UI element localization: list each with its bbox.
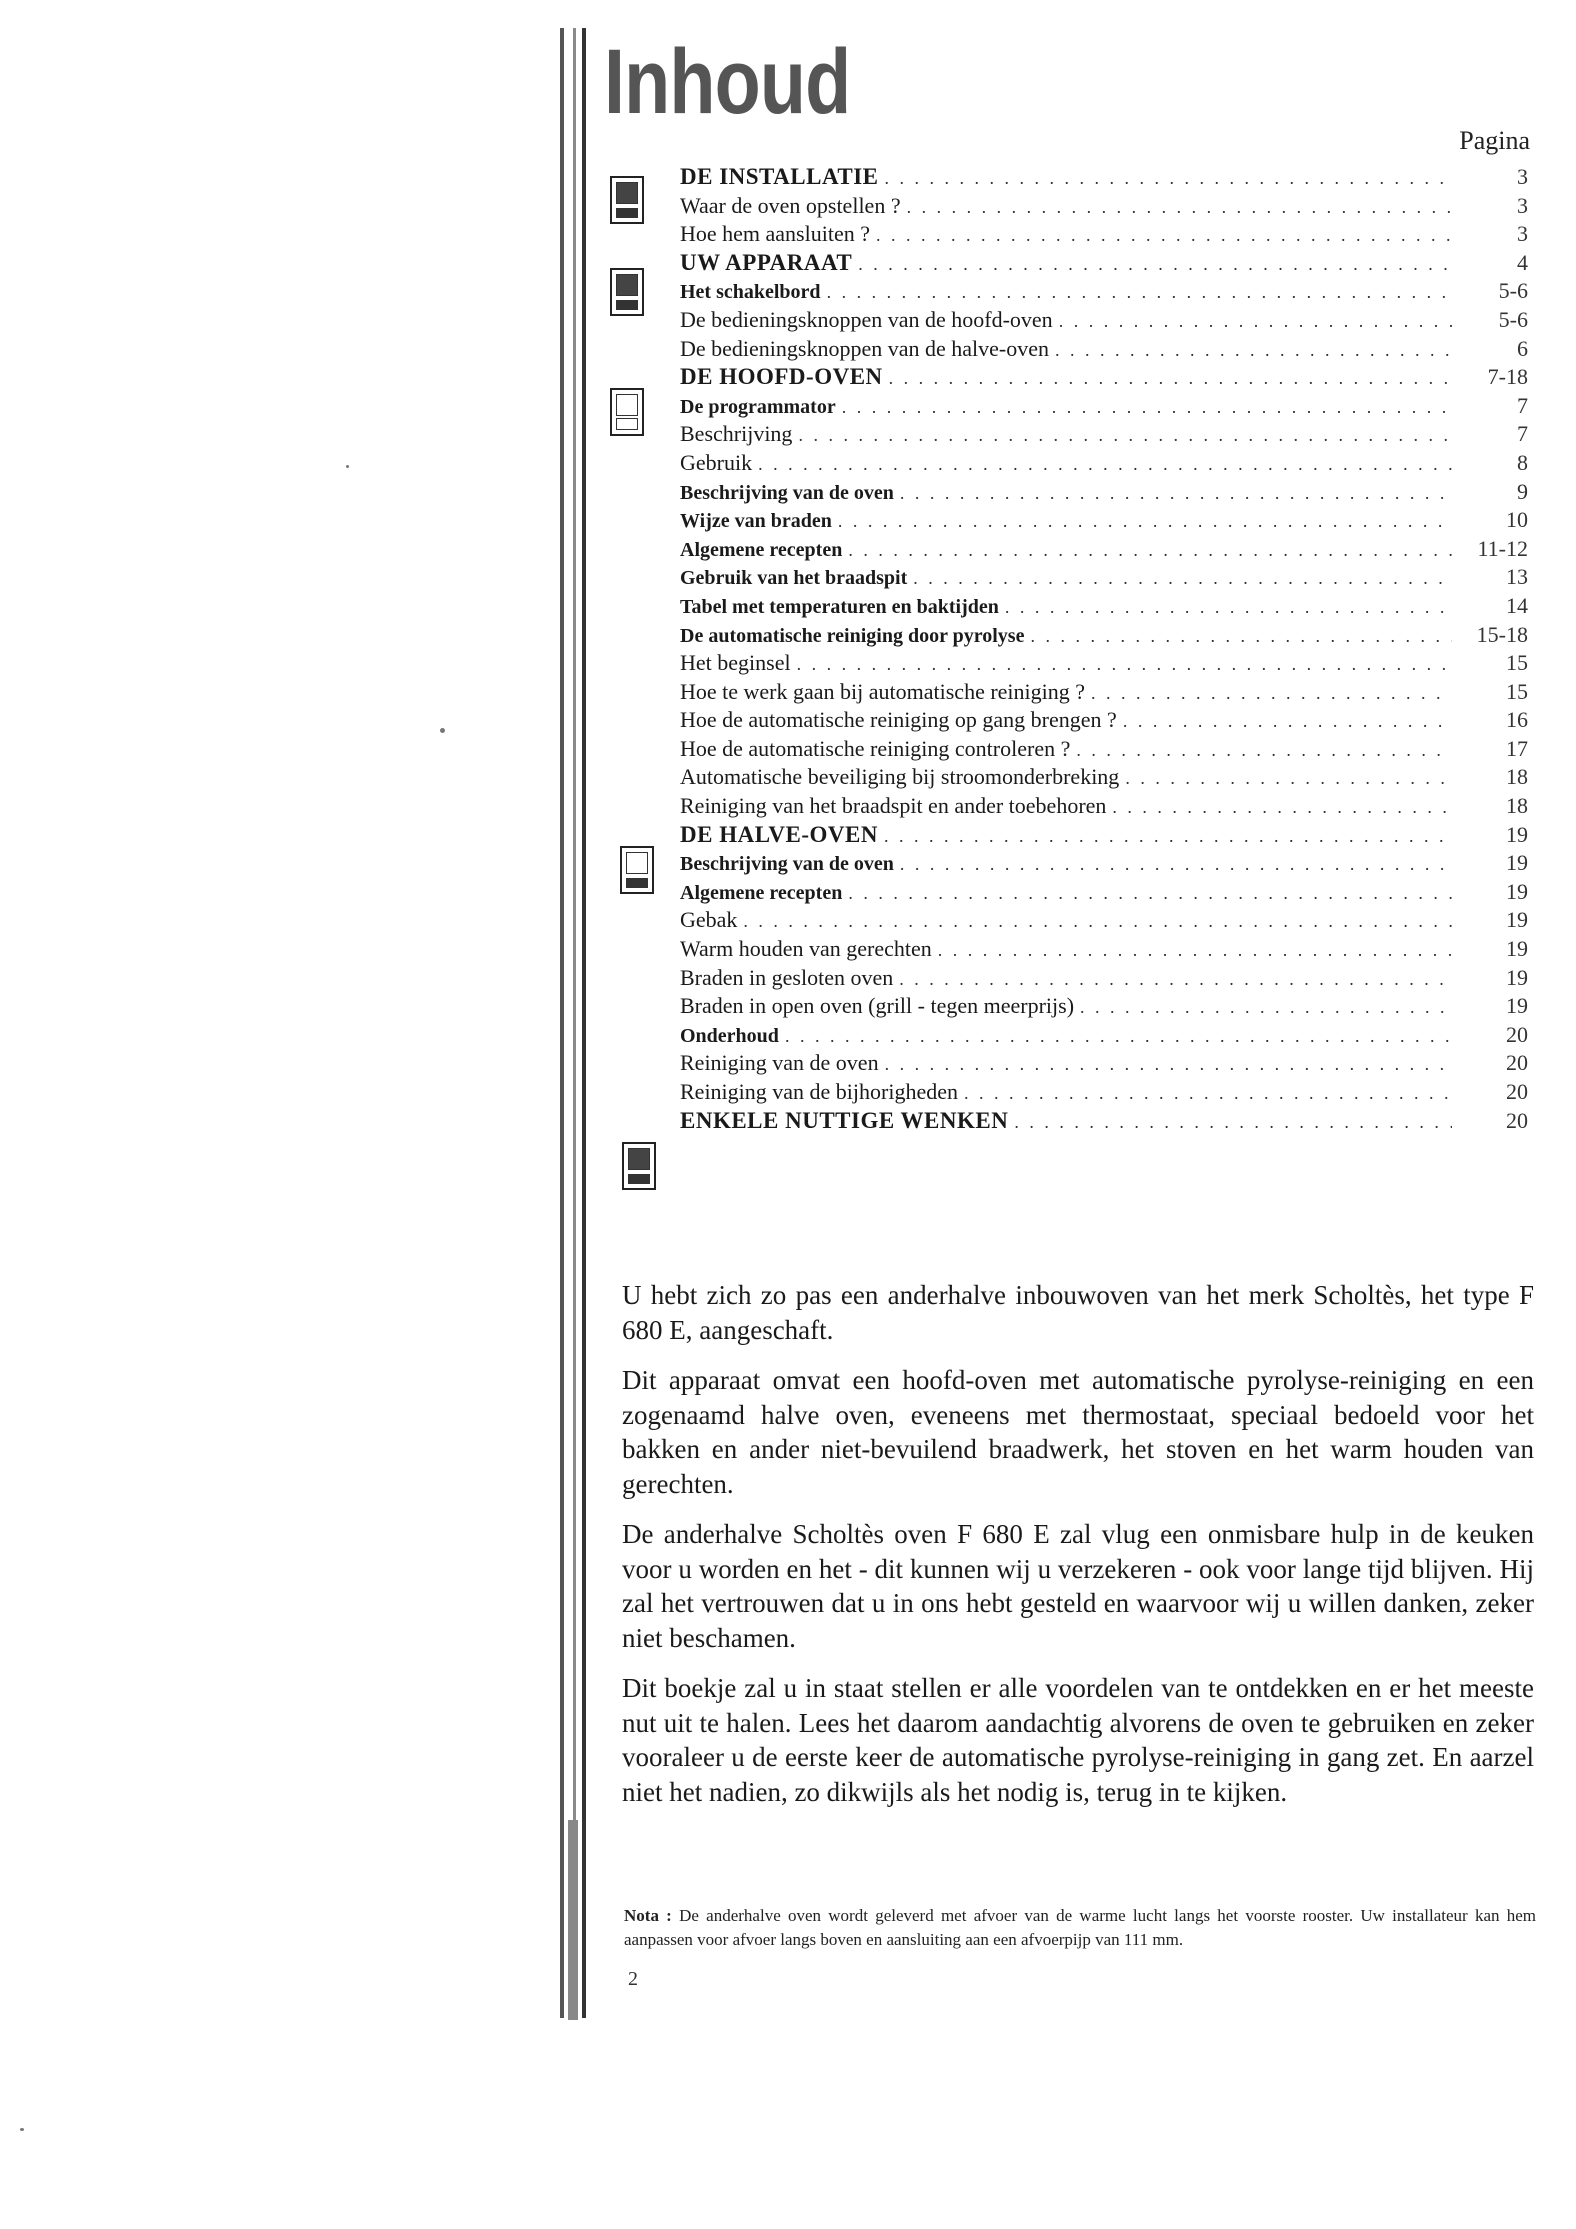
toc-entry — [680, 707, 1528, 736]
toc-leader-dots — [1091, 683, 1452, 704]
toc-entry-page: 19 — [1506, 850, 1528, 876]
toc-entry-label: Het beginsel — [680, 650, 791, 676]
toc-leader-dots — [913, 568, 1452, 589]
toc-entry — [680, 193, 1528, 222]
toc-leader-dots — [1123, 711, 1452, 732]
toc-entry-label: UW APPARAAT — [680, 249, 853, 275]
toc-leader-dots — [876, 225, 1452, 246]
toc-entry-page: 15-18 — [1476, 621, 1528, 647]
toc-entry-label: Hoe hem aansluiten ? — [680, 221, 870, 247]
toc-entry-page: 19 — [1506, 878, 1528, 904]
toc-entry — [680, 793, 1528, 822]
toc-leader-dots — [838, 511, 1452, 532]
toc-entry — [680, 736, 1528, 765]
toc-entry — [680, 421, 1528, 450]
toc-entry-label: Beschrijving van de oven — [680, 853, 894, 876]
toc-entry — [680, 622, 1528, 651]
toc-leader-dots — [1030, 626, 1452, 647]
toc-entry-page: 3 — [1517, 221, 1528, 247]
toc-entry-page: 20 — [1506, 1079, 1528, 1104]
toc-entry-page: 17 — [1506, 735, 1528, 761]
toc-entry-label: Hoe de automatische reiniging op gang brengen ? — [680, 707, 1117, 733]
footnote-label: Nota : — [624, 1906, 672, 1925]
toc-leader-dots — [785, 1026, 1452, 1047]
toc-entry-page: 19 — [1506, 907, 1528, 933]
toc-entry — [680, 450, 1528, 479]
toc-leader-dots — [889, 368, 1452, 389]
toc-leader-dots — [1080, 997, 1452, 1018]
toc-entry-page: 15 — [1506, 678, 1528, 704]
toc-leader-dots — [797, 654, 1452, 675]
toc-entry — [680, 164, 1528, 193]
toc-entry — [680, 536, 1528, 565]
toc-entry — [680, 1050, 1528, 1079]
toc-entry — [680, 679, 1528, 708]
toc-entry-page: 15 — [1506, 650, 1528, 676]
toc-entry-label: Algemene recepten — [680, 881, 843, 904]
toc-entry-page: 14 — [1506, 592, 1528, 618]
toc-leader-dots — [900, 854, 1452, 875]
toc-entry-label: Gebruik van het braadspit — [680, 567, 908, 590]
toc-leader-dots — [827, 282, 1452, 303]
toc-entry — [680, 250, 1528, 279]
toc-leader-dots — [938, 940, 1452, 961]
toc-entry-page: 20 — [1506, 1050, 1528, 1076]
toc-entry — [680, 1079, 1528, 1108]
toc-entry-page: 19 — [1506, 993, 1528, 1019]
toc-entry-page: 3 — [1517, 164, 1528, 189]
toc-entry-page: 19 — [1506, 821, 1528, 847]
toc-entry-label: Hoe de automatische reiniging controleren ? — [680, 735, 1071, 761]
toc-entry-label: De bedieningsknoppen van de hoofd-oven — [680, 306, 1053, 332]
binding-line — [573, 28, 576, 2018]
installation-section-icon — [610, 176, 644, 224]
intro-paragraph: Dit boekje zal u in staat stellen er alle voordelen van te ontdekken en er het meeste nut uit te halen. Lees het daarom aandachtig alvorens de oven te gebruiken en zeker vooraleer u de eerste keer de automatische pyrolyse-reiniging in gang zet. En aarzel niet het nadien, zo dikwijls als het nodig is, terug in te kijken. — [622, 1673, 1534, 1807]
toc-entry — [680, 1022, 1528, 1051]
toc-entry-page: 7 — [1517, 421, 1528, 447]
toc-leader-dots — [885, 1054, 1452, 1075]
intro-paragraph: U hebt zich zo pas een anderhalve inbouwoven van het merk Scholtès, het type F 680 E, aangeschaft. — [622, 1280, 1534, 1345]
toc-entry-page: 18 — [1506, 793, 1528, 819]
binding-line — [582, 28, 586, 2018]
toc-entry-page: 5-6 — [1498, 306, 1528, 332]
tips-section-icon — [622, 1142, 656, 1190]
intro-paragraph: De anderhalve Scholtès oven F 680 E zal vlug een onmisbare hulp in de keuken voor u worden en het - dit kunnen wij u verzekeren - ook voor lange tijd blijven. Hij zal het vertrouwen dat u in ons hebt gesteld en waarvoor wij u willen danken, zeker niet beschamen. — [622, 1519, 1534, 1653]
toc-entry — [680, 936, 1528, 965]
toc-leader-dots — [885, 168, 1452, 189]
scan-speck — [20, 2128, 24, 2131]
toc-entry-page: 16 — [1506, 707, 1528, 733]
toc-leader-dots — [1076, 740, 1452, 761]
scan-speck — [440, 728, 445, 733]
toc-entry-page: 8 — [1517, 449, 1528, 475]
toc-leader-dots — [884, 826, 1452, 847]
toc-entry — [680, 1108, 1528, 1137]
toc-leader-dots — [858, 254, 1452, 275]
appliance-section-icon — [610, 268, 644, 316]
toc-entry — [680, 507, 1528, 536]
toc-entry — [680, 564, 1528, 593]
toc-entry — [680, 907, 1528, 936]
toc-entry — [680, 479, 1528, 508]
footnote — [624, 1904, 1536, 1952]
toc-entry-label: Het schakelbord — [680, 281, 821, 304]
toc-leader-dots — [848, 540, 1452, 561]
toc-entry-label: Onderhoud — [680, 1024, 779, 1047]
toc-leader-dots — [743, 911, 1452, 932]
toc-entry — [680, 850, 1528, 879]
toc-entry-page: 11-12 — [1477, 535, 1528, 561]
toc-entry-page: 19 — [1506, 936, 1528, 962]
pagina-column-header: Pagina — [1459, 126, 1530, 155]
toc-leader-dots — [1055, 340, 1452, 361]
toc-entry-page: 9 — [1517, 478, 1528, 504]
toc-entry-page: 3 — [1517, 192, 1528, 218]
toc-entry-page: 20 — [1506, 1107, 1528, 1133]
toc-entry-label: Reiniging van de oven — [680, 1050, 879, 1076]
toc-entry — [680, 822, 1528, 851]
toc-entry-label: Reiniging van de bijhorigheden — [680, 1079, 958, 1104]
toc-entry — [680, 965, 1528, 994]
toc-entry-label: Tabel met temperaturen en baktijden — [680, 595, 999, 618]
toc-entry-label: De programmator — [680, 395, 836, 418]
toc-leader-dots — [842, 397, 1452, 418]
toc-entry-label: DE HOOFD-OVEN — [680, 364, 883, 390]
intro-paragraph: Dit apparaat omvat een hoofd-oven met automatische pyrolyse-reiniging en een zogenaamd halve oven, eveneens met thermostaat, speciaal bedoeld voor het bakken en ander niet-bevuilend braadwerk, het stoven en het warm houden van gerechten. — [622, 1365, 1534, 1499]
toc-entry-page: 19 — [1506, 964, 1528, 990]
toc-entry-label: ENKELE NUTTIGE WENKEN — [680, 1107, 1009, 1133]
toc-leader-dots — [1112, 797, 1452, 818]
toc-leader-dots — [964, 1083, 1452, 1104]
binding-mark — [568, 1820, 578, 2020]
toc-entry — [680, 336, 1528, 365]
toc-entry — [680, 221, 1528, 250]
toc-leader-dots — [798, 425, 1452, 446]
toc-entry-page: 4 — [1517, 249, 1528, 275]
toc-entry — [680, 307, 1528, 336]
toc-entry — [680, 764, 1528, 793]
toc-entry — [680, 650, 1528, 679]
toc-entry-label: DE INSTALLATIE — [680, 164, 879, 189]
toc-entry-label: Reiniging van het braadspit en ander toebehoren — [680, 793, 1107, 819]
toc-entry — [680, 364, 1528, 393]
toc-entry — [680, 278, 1528, 307]
toc-leader-dots — [1005, 597, 1452, 618]
page-title: Inhoud — [604, 31, 851, 133]
toc-leader-dots — [907, 197, 1452, 218]
toc-leader-dots — [1125, 768, 1452, 789]
toc-entry-page: 7-18 — [1487, 364, 1528, 390]
scan-speck — [346, 465, 349, 468]
toc-entry-label: Warm houden van gerechten — [680, 936, 932, 962]
toc-entry-label: Automatische beveiliging bij stroomonderbreking — [680, 764, 1120, 790]
toc-entry-page: 18 — [1506, 764, 1528, 790]
toc-entry-label: Hoe te werk gaan bij automatische reiniging ? — [680, 678, 1086, 704]
binding-line — [560, 28, 564, 2018]
toc-entry-page: 20 — [1506, 1021, 1528, 1047]
toc-entry-label: Algemene recepten — [680, 538, 843, 561]
toc-entry-page: 10 — [1506, 507, 1528, 533]
toc-entry-label: Gebak — [680, 907, 738, 933]
toc-entry-page: 5-6 — [1498, 278, 1528, 304]
page-number: 2 — [628, 1968, 638, 1990]
toc-entry-label: Beschrijving van de oven — [680, 481, 894, 504]
toc-entry — [680, 879, 1528, 908]
introduction — [622, 1278, 1534, 1825]
main-oven-section-icon — [610, 388, 644, 436]
toc-leader-dots — [1014, 1112, 1452, 1133]
toc-entry-label: Waar de oven opstellen ? — [680, 192, 901, 218]
toc-entry-label: Beschrijving — [680, 421, 793, 447]
toc-leader-dots — [899, 969, 1452, 990]
toc-leader-dots — [758, 454, 1452, 475]
toc-entry — [680, 593, 1528, 622]
toc-entry-page: 13 — [1506, 564, 1528, 590]
footnote-text: De anderhalve oven wordt geleverd met afvoer van de warme lucht langs het voorste rooster. Uw installateur kan hem aanpassen voor afvoer langs boven en aansluiting aan een afvoerpijp van 111 mm. — [624, 1906, 1537, 1949]
toc-entry-label: Wijze van braden — [680, 510, 832, 533]
half-oven-section-icon — [620, 846, 654, 894]
toc-entry-label: Braden in gesloten oven — [680, 964, 894, 990]
toc-entry-label: Braden in open oven (grill - tegen meerprijs) — [680, 993, 1075, 1019]
toc-entry-label: DE HALVE-OVEN — [680, 821, 878, 847]
toc-entry-page: 7 — [1517, 392, 1528, 418]
toc-entry-label: Gebruik — [680, 449, 753, 475]
toc-leader-dots — [900, 483, 1452, 504]
table-of-contents — [680, 164, 1528, 1136]
toc-leader-dots — [1059, 311, 1452, 332]
toc-entry-label: De bedieningsknoppen van de halve-oven — [680, 335, 1049, 361]
toc-entry-label: De automatische reiniging door pyrolyse — [680, 624, 1025, 647]
toc-entry — [680, 993, 1528, 1022]
toc-leader-dots — [848, 883, 1452, 904]
toc-entry-page: 6 — [1517, 335, 1528, 361]
toc-entry — [680, 393, 1528, 422]
